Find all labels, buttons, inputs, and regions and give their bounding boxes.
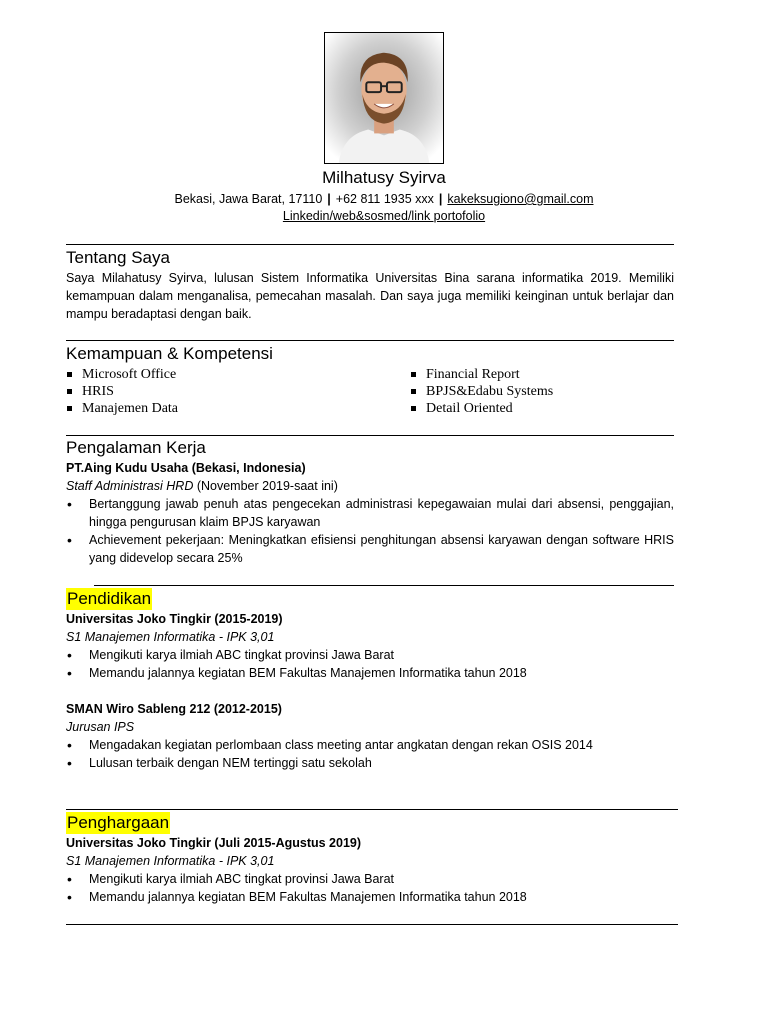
school-name: SMAN Wiro Sableng 212 (2012-2015) [66,702,282,716]
about-text: Saya Milahatusy Syirva, lulusan Sistem Informatika Universitas Bina sarana informatika 2019. Memiliki kemampuan dalam menganalisa, pemecahan masalah. Dan saya juga memiliki keinginan untuk berlajar dan mampu beradaptasi dengan baik. [66,271,674,321]
profile-photo [324,32,444,164]
separator: | [327,192,331,206]
job-role: Staff Administrasi HRD [66,479,194,493]
divider [66,244,674,245]
award-org: Universitas Joko Tingkir (Juli 2015-Agustus 2019) [66,836,362,850]
list-item: • Memandu jalannya kegiatan BEM Fakultas Manajemen Informatika tahun 2018 [66,664,674,682]
divider [94,585,674,586]
list-item: • Mengikuti karya ilmiah ABC tingkat provinsi Jawa Barat [66,870,674,888]
list-item: • Lulusan terbaik dengan NEM tertinggi satu sekolah [66,754,674,772]
skill-item: Detail Oriented [410,400,674,417]
resume-header [0,168,768,225]
education-bullets [66,736,674,772]
skill-item: Microsoft Office [66,366,410,383]
school-major: S1 Manajemen Informatika - IPK 3,01 [66,630,275,644]
awards-bullets [66,870,674,906]
list-item: • Achievement pekerjaan: Meningkatkan efisiensi penghitungan absensi karyawan dengan software HRIS yang didevelop secara 25% [66,531,674,567]
education-section [66,588,674,772]
company-name: PT.Aing Kudu Usaha (Bekasi, Indonesia) [66,461,306,475]
divider [66,340,674,341]
skills-section [66,343,674,417]
skill-item: HRIS [66,383,410,400]
experience-section [66,437,674,567]
portfolio-link[interactable]: Linkedin/web&sosmed/link portofolio [282,209,486,223]
email-link[interactable]: kakeksugiono@gmail.com [447,192,594,206]
skill-item: BPJS&Edabu Systems [410,383,674,400]
list-item: • Memandu jalannya kegiatan BEM Fakultas Manajemen Informatika tahun 2018 [66,888,674,906]
education-bullets [66,646,674,682]
divider [66,809,678,810]
divider [66,924,678,925]
award-major: S1 Manajemen Informatika - IPK 3,01 [66,854,275,868]
skills-column-right [410,366,674,417]
phone: +62 811 1935 xxx [335,192,434,206]
skills-title: Kemampuan & Kompetensi [66,344,273,363]
skills-column-left [66,366,410,417]
job-period: (November 2019-saat ini) [196,479,338,493]
experience-title: Pengalaman Kerja [66,438,206,457]
about-title: Tentang Saya [66,248,170,267]
school-major: Jurusan IPS [66,720,135,734]
school-name: Universitas Joko Tingkir (2015-2019) [66,612,283,626]
skill-item: Manajemen Data [66,400,410,417]
divider [66,435,674,436]
skills-list [66,366,674,417]
about-section [66,247,674,323]
awards-section [66,812,674,906]
profile-photo-image [325,33,443,163]
list-item: • Mengikuti karya ilmiah ABC tingkat provinsi Jawa Barat [66,646,674,664]
awards-title: Penghargaan [67,813,170,832]
experience-bullets [66,495,674,567]
skill-item: Financial Report [410,366,674,383]
candidate-name: Milhatusy Syirva [322,168,446,187]
separator: | [438,192,443,206]
education-title: Pendidikan [67,589,152,608]
list-item: • Mengadakan kegiatan perlombaan class meeting antar angkatan dengan rekan OSIS 2014 [66,736,674,754]
list-item: • Bertanggung jawab penuh atas pengecekan administrasi kepegawaian mulai dari absensi, penggajian, hingga pengurusan klaim BPJS karyawan [66,495,674,531]
address: Bekasi, Jawa Barat, 17110 [174,192,323,206]
contact-line [0,191,768,208]
